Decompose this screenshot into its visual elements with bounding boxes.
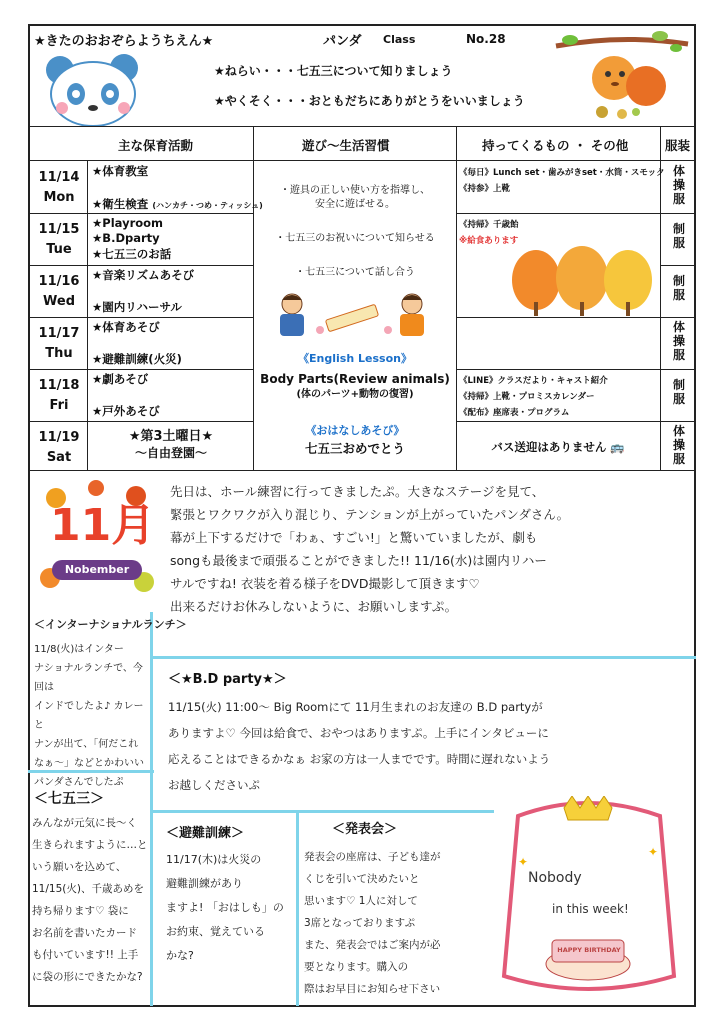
day-sat: 11/19 Sat xyxy=(38,430,80,465)
month-label: Nobember xyxy=(64,563,130,576)
birthday-frame xyxy=(488,796,690,1002)
shichigosan-paragraph: みんなが元気に長～く 生きられますように…と いう願いを込めて、 11/15(火)、千歳あめを 持ち帰ります♡ 袋に お名前を書いたカード も付いています!! 上手 に袋の形にできたかな? xyxy=(32,817,148,983)
column-play: 遊び～生活習慣 xyxy=(302,138,390,153)
clothes-mon: 体操服 xyxy=(672,164,685,206)
activity-thu-2: ★避難訓練(火災) xyxy=(92,352,182,366)
column-bring: 持ってくるもの ・ その他 xyxy=(482,138,629,153)
bring-sat-1: バス送迎はありません 🚌 xyxy=(491,440,625,454)
play-line-1: ・遊具の正しい使い方を指導し、 安全に遊ばせる。 xyxy=(280,185,430,210)
activity-wed-2: ★園内リハーサル xyxy=(92,300,182,314)
autumn-trees-illustration xyxy=(508,244,658,316)
bring-fri-2: 《持帰》上靴・プロミスカレンダー xyxy=(459,392,595,402)
bd-title: ＜★B.D party★＞ xyxy=(168,672,287,687)
promise-text: ★やくそく・・・おともだちにありがとうをいいましょう xyxy=(214,94,525,108)
bd-paragraph: 11/15(火) 11:00～ Big Roomにて 11月生まれのお友達の B.D partyが ありますよ♡ 今回は給食で、おやつはありますぷ。上手にインタビューに 応えることはできるかなぁ お家の方は一人までです。時間に遅れないよう お越しくださいぷ xyxy=(168,700,551,792)
clothes-wed: 制服 xyxy=(672,274,685,302)
activity-mon-1: ★体育教室 xyxy=(92,164,149,178)
column-clothes: 服装 xyxy=(665,138,691,153)
column-activities: 主な保育活動 xyxy=(118,138,194,153)
divider-cyan-5 xyxy=(150,810,494,813)
day-wed: 11/16 Wed xyxy=(38,274,80,309)
clothes-fri: 制服 xyxy=(672,378,685,406)
month-number: 11月 xyxy=(50,500,156,551)
class-label: Class xyxy=(383,33,416,46)
month-badge xyxy=(36,478,156,608)
bring-fri-1: 《LINE》クラスだより・キャスト紹介 xyxy=(459,376,608,386)
ohanashi-body: 七五三おめでとう xyxy=(304,441,405,456)
panda-illustration xyxy=(38,50,148,126)
ohanashi-title: 《おはなしあそび》 xyxy=(305,424,405,437)
english-lesson-sub: (体のパーツ+動物の復習) xyxy=(296,389,414,400)
shichigosan-title: ＜七五三＞ xyxy=(34,791,104,807)
issue-number: No.28 xyxy=(466,32,506,46)
day-mon: 11/14 Mon xyxy=(38,170,80,205)
lunch-title: ＜インターナショナルランチ＞ xyxy=(34,618,187,631)
day-fri: 11/18 Fri xyxy=(38,378,80,413)
play-line-3: ・七五三について話し合う xyxy=(295,267,415,278)
hinan-title: ＜避難訓練＞ xyxy=(166,826,245,841)
activity-sat-1: ★第3土曜日★ xyxy=(128,429,214,444)
bring-mon-1: 《毎日》Lunch set・歯みがきset・水筒・スモック xyxy=(459,168,665,178)
activity-fri-2: ★戸外あそび xyxy=(92,404,160,418)
english-lesson-title: 《English Lesson》 xyxy=(298,352,412,365)
nobody-line-1: Nobody xyxy=(528,870,582,886)
activity-mon-2: ★衛生検査 (ハンカチ・つめ・ティッシュ) xyxy=(92,197,263,211)
divider-cyan-3 xyxy=(28,770,154,773)
divider-cyan-1 xyxy=(150,656,696,659)
school-name: ★きたのおおぞらようちえん★ xyxy=(34,34,214,49)
day-tue: 11/15 Tue xyxy=(38,222,80,257)
bring-tue-1: 《持帰》千歳飴 xyxy=(459,220,519,230)
activity-tue-1: ★Playroom xyxy=(92,216,164,230)
lunch-paragraph: 11/8(火)はインター ナショナルランチで、今回は インドでしたよ♪ カレーと ナンが出て、「何だこれ なぁ～」などとかわいい パンダさんでしたぷ xyxy=(34,644,144,788)
bring-fri-3: 《配布》座席表・プログラム xyxy=(459,408,570,418)
activity-tue-2: ★B.Dparty xyxy=(92,231,160,245)
clothes-sat: 体操服 xyxy=(672,424,685,466)
divider-cyan-6 xyxy=(296,810,299,1006)
squirrel-illustration xyxy=(552,30,692,126)
main-paragraph: 先日は、ホール練習に行ってきましたぷ。大きなステージを見て、 緊張とワクワクが入り混じり、テンションが上がっていたパンダさん。 幕が上下するだけで「わぁ、すごい!」と驚いていましたが、劇も songも最後まで頑張ることができました!! 11/16(水)は園内リハー サルですね! 衣装を着る様子をDVD撮影して頂きます♡ 出来るだけお休みしないように、お願いしますぷ。 xyxy=(170,484,570,614)
activity-sat-2: ～自由登園～ xyxy=(134,446,207,460)
activity-thu-1: ★体育あそび xyxy=(92,320,160,334)
activity-wed-1: ★音楽リズムあそび xyxy=(92,268,195,282)
english-lesson-body: Body Parts(Review animals) xyxy=(260,372,450,386)
cake-text: HAPPY BIRTHDAY xyxy=(557,946,621,954)
bus-icon: 🚌 xyxy=(610,440,625,454)
clothes-thu: 体操服 xyxy=(672,320,685,362)
play-line-2: ・七五三のお祝いについて知らせる xyxy=(275,233,435,244)
hinan-paragraph: 11/17(木)は火災の 避難訓練があり ますよ! 「おはしも」の お約束、覚えている かな? xyxy=(166,853,284,962)
sparkle-icon: ✦ xyxy=(518,855,529,869)
aim-text: ★ねらい・・・七五三について知りましょう xyxy=(214,64,453,78)
day-thu: 11/17 Thu xyxy=(38,326,80,361)
activity-fri-1: ★劇あそび xyxy=(92,372,149,386)
nobody-line-2: in this week! xyxy=(552,902,629,916)
shichigosan-kids-illustration xyxy=(272,290,442,340)
bring-tue-2: ※給食あります xyxy=(459,236,519,246)
sparkle-icon: ✦ xyxy=(648,845,659,859)
class-name: パンダ xyxy=(323,34,362,49)
happyo-title: ＜発表会＞ xyxy=(332,822,398,837)
bring-mon-2: 《持参》上靴 xyxy=(459,184,511,194)
clothes-tue: 制服 xyxy=(672,222,685,250)
activity-tue-3: ★七五三のお話 xyxy=(92,247,172,261)
happyo-paragraph: 発表会の座席は、子ども達が くじを引いて決めたいと 思います♡ 1人に対して 3席となっておりますぷ また、発表会ではご案内が必 要となります。購入の 際はお早目にお知らせ下さい xyxy=(304,851,441,995)
